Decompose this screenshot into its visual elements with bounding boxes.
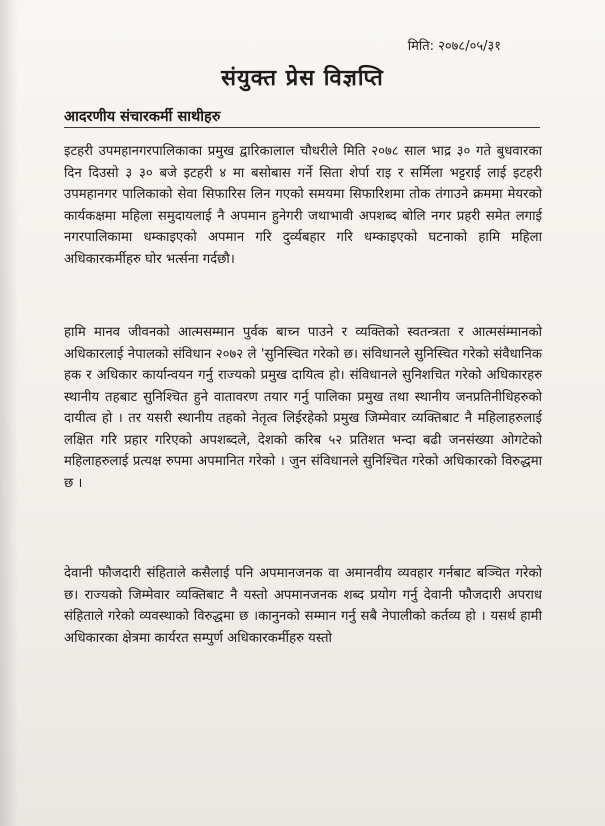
page-edge-shadow [0,0,18,826]
salutation-underline [64,127,540,128]
paragraph-incident: इटहरी उपमहानगरपालिकाका प्रमुख द्वारिकालाल चौधरीले मिति २०७८ साल भाद्र ३० गते बुधवारका दिन दिउसो ३ ३० बजे इटहरी ४ मा बसोबास गर्ने सिता शेर्पा राइ र सर्मिला भट्टराई लाई इटहरी उपमहानगर पालिकाको सेवा सिफारिस लिन गएको समयमा सिफारिशमा तोक तंगाउने क्रममा मेयरको कार्यकक्षमा महिला समुदायलाई नै अपमान हुनेगरी जथाभावी अपशब्द बोलि नगर प्रहरी समेत लगाई नगरपालिकामा धम्काइएको अपमान गरि दुर्व्यबहार गरि धम्काइएको घटनाको हामि महिला अधिकारकर्मीहरु घोर भर्त्सना गर्दछौ। [64,144,542,267]
paragraph-constitution: हामि मानव जीवनको आत्मसम्मान पुर्वक बाच्न पाउने र व्यक्तिको स्वतन्त्रता र आत्मसंम्मानको अधिकारलाई नेपालको संविधान २०७२ ले 'सुनिस्चित गरेको छ। संविधानले सुनिस्चित गरेको संवैधानिक हक र अधिकार कार्यान्वयन गर्नु राज्यको प्रमुख दायित्व हो। संविधानले सुनिशचित गरेको अधिकारहरु स्थानीय तहबाट सुनिश्चित हुने वातावरण तयार गर्नु पालिका प्रमुख तथा स्थानीय जनप्रतिनीधिहरुको दायीत्व हो । तर यसरी स्थानीय तहको नेतृत्व लिईरहेको प्रमुख जिम्मेवार व्यक्तिबाट नै महिलाहरुलाई लक्षित गरि प्रहार गरिएको अपशब्दले, देशको करिब ५२ प्रतिशत भन्दा बढी जनसंख्या ओगटेको महिलाहरुलाई प्रत्यक्ष रुपमा अपमानित गरेको । जुन संविधानले सुनिश्चित गरेको अधिकारको विरुद्धमा छ । [64,325,542,491]
document-date: मिति: २०७८/०५/३१ [407,39,501,54]
document-title: संयुक्त प्रेस विज्ञप्ति [221,66,384,91]
paragraph-civil-criminal-code: देवानी फौजदारी संहिताले कसैलाई पनि अपमानजनक वा अमानवीय व्यवहार गर्नबाट बञ्चित गरेको छ। राज्यको जिम्मेवार व्यक्तिबाट नै यस्तो अपमानजनक शब्द प्रयोग गर्नु देवानी फौजदारी अपराध संहिताले गरेको व्यवस्थाको विरुद्धमा छ ।कानुनको सम्मान गर्नु सबै नेपालीको कर्तव्य हो । यसर्थ हामी अधिकारका क्षेत्रमा कार्यरत सम्पुर्ण अधिकारकर्मीहरु यस्तो [64,566,542,646]
salutation: आदरणीय संचारकर्मी साथीहरु [64,109,221,125]
